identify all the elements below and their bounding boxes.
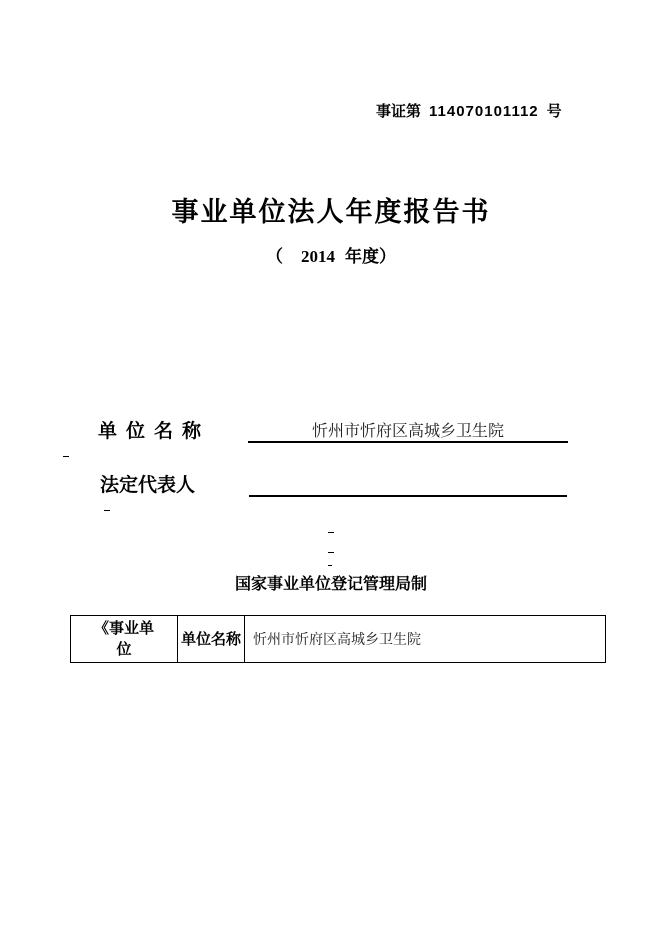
stray-dash [63, 456, 69, 457]
certificate-suffix: 号 [546, 102, 562, 120]
legal-representative-label: 法定代表人 [100, 474, 196, 496]
certificate-number-line [376, 100, 562, 121]
legal-representative-underline [249, 495, 567, 497]
unit-name-value[interactable]: 忻州市忻府区高城乡卫生院 [311, 423, 504, 440]
info-table [70, 615, 606, 663]
stray-dash [328, 552, 334, 553]
unit-name-underline [248, 441, 568, 443]
issuing-authority: 国家事业单位登记管理局制 [234, 574, 427, 593]
table-row [71, 616, 606, 663]
year-open-paren: （ [266, 247, 283, 267]
report-year: 2014 [301, 247, 335, 266]
report-year-line [0, 242, 662, 267]
table-cell-name-label: 单位名称 [178, 616, 245, 663]
table-cell-name-value: 忻州市忻府区高城乡卫生院 [245, 616, 606, 663]
unit-name-label: 单位名称 [98, 420, 211, 442]
certificate-prefix: 事证第 [376, 102, 422, 120]
certificate-number: 114070101112 [429, 103, 539, 120]
stray-dash [104, 510, 110, 511]
year-suffix: 年度） [345, 247, 396, 267]
stray-dash [328, 532, 334, 533]
stray-dash [328, 565, 332, 566]
table-cell-category: 《事业单位 [71, 616, 178, 663]
document-title: 事业单位法人年度报告书 [171, 197, 491, 228]
